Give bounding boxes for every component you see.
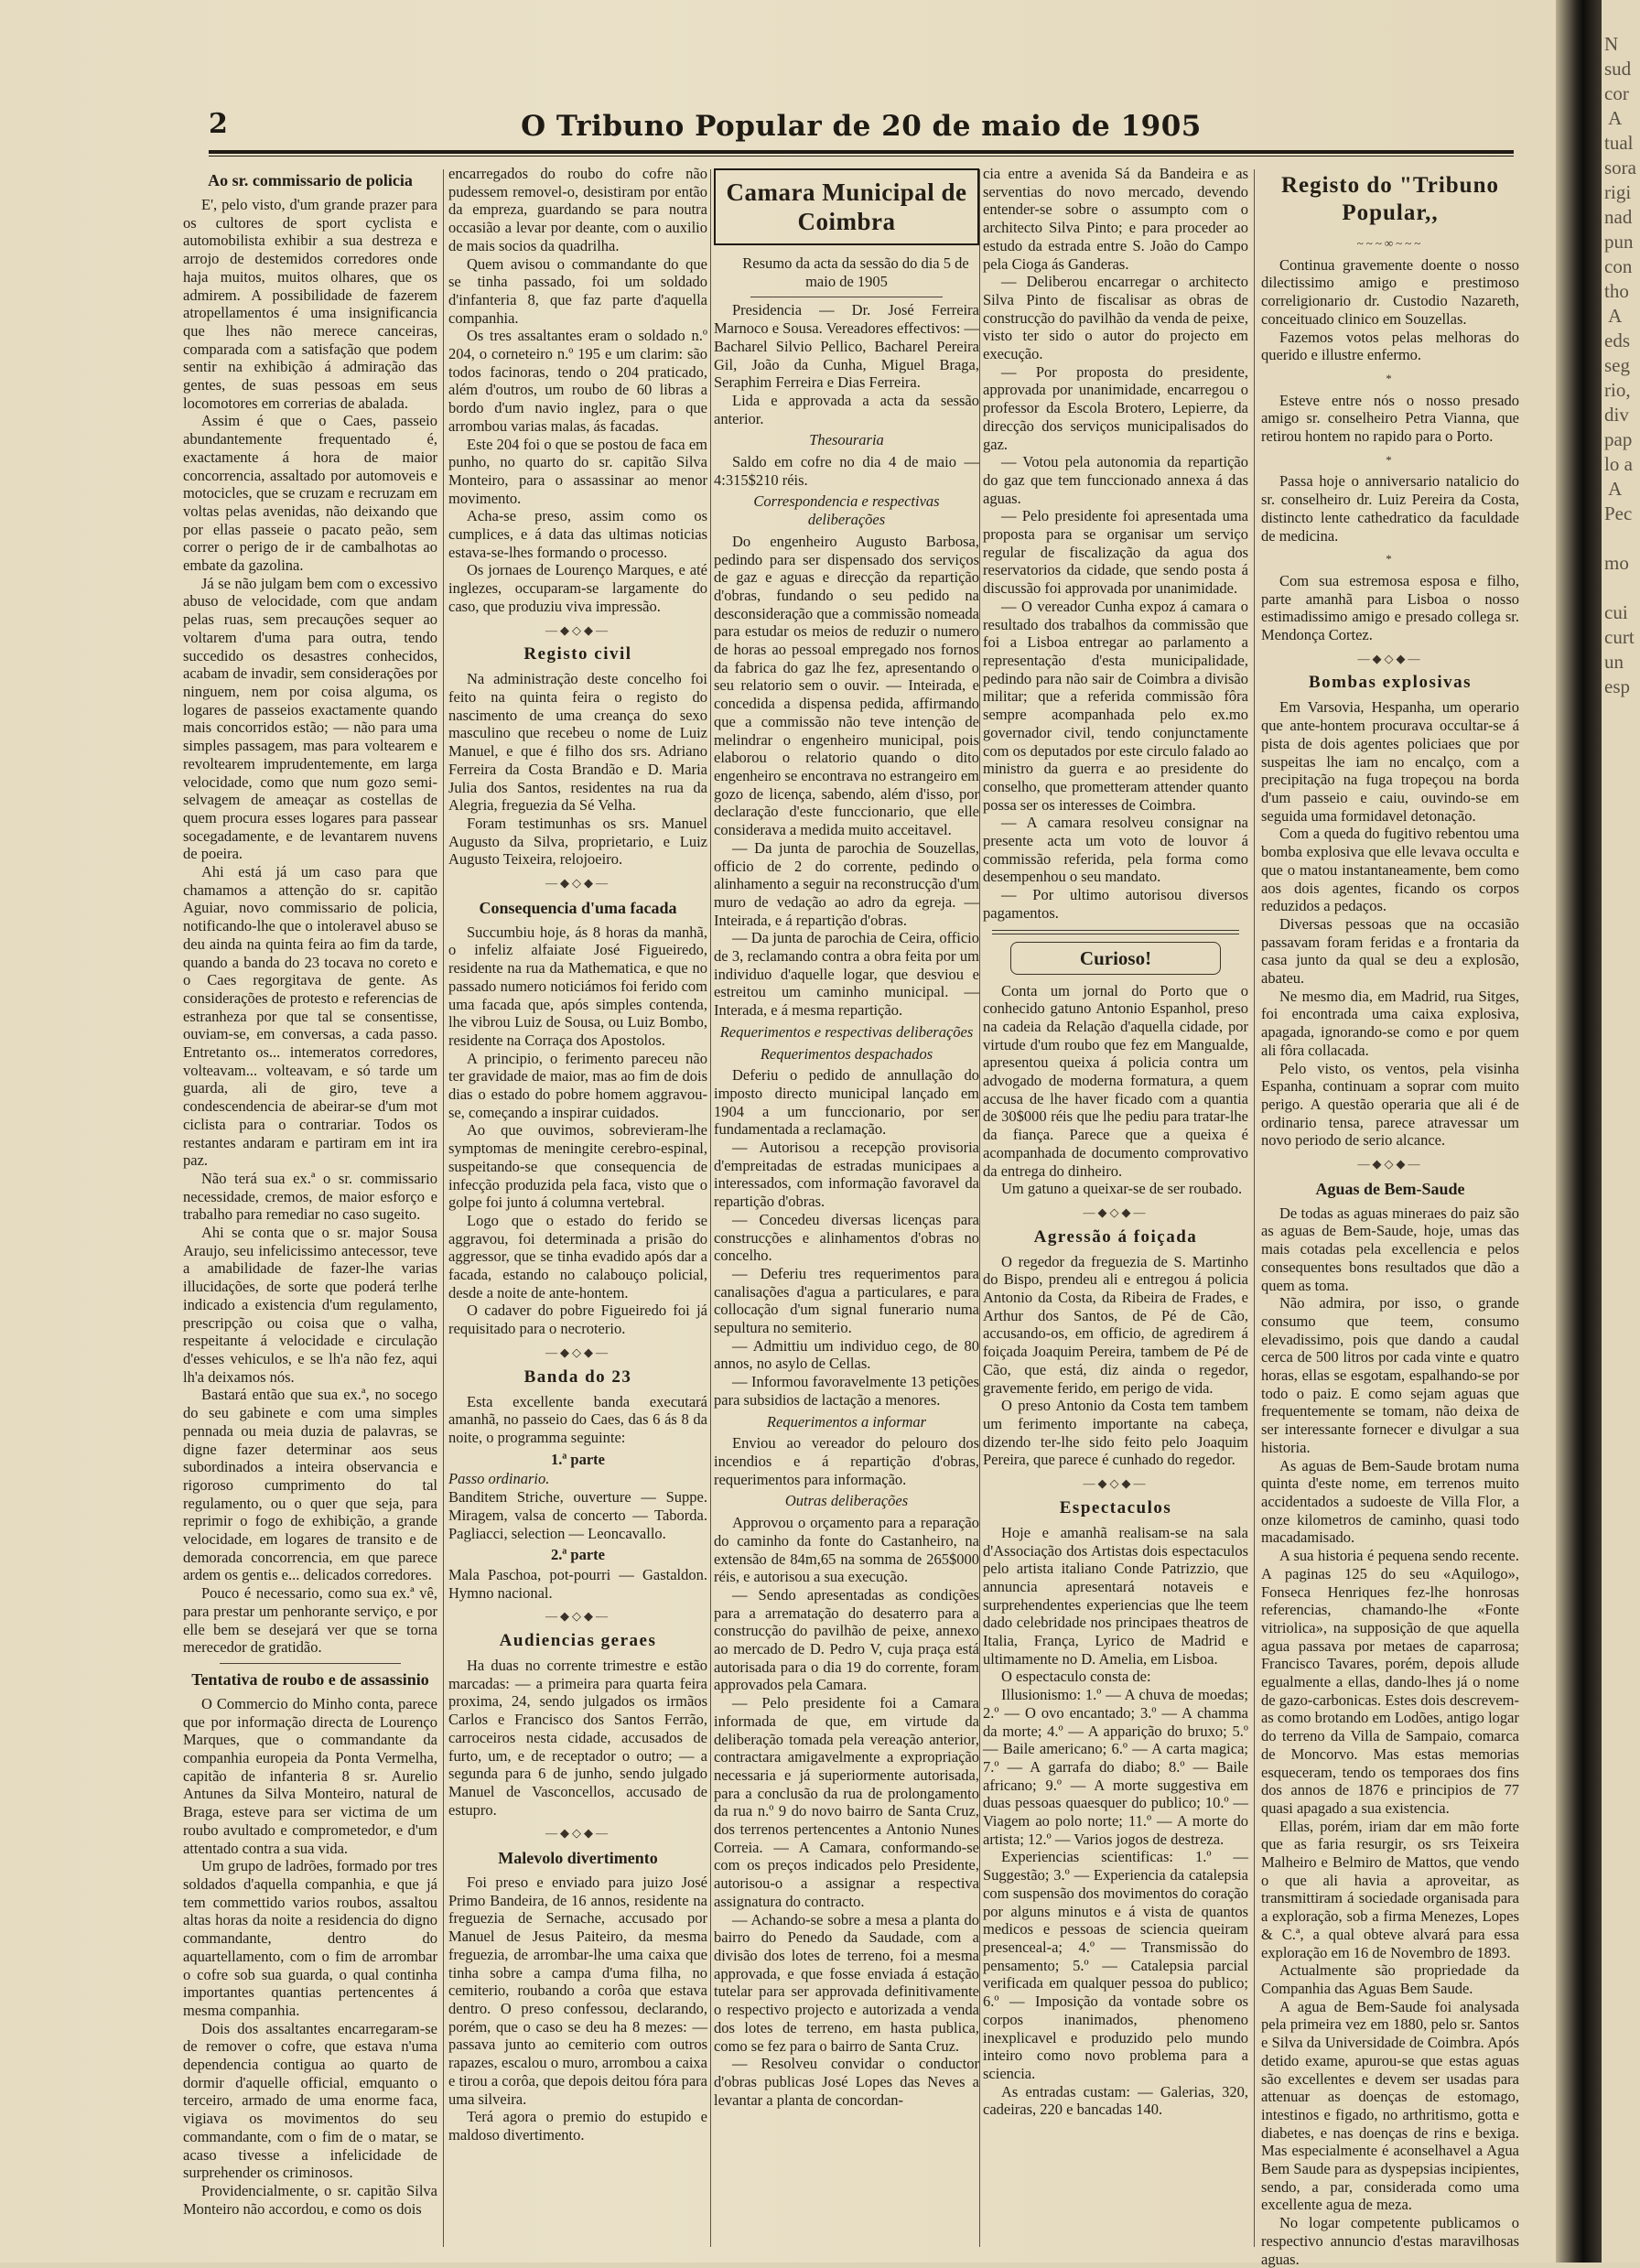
article-paragraph: — Autorisou a recepção provisoria d'empreitadas de estradas municipaes a interessados, com informação favoravel da repartição d'obras. <box>714 1139 979 1211</box>
section-subheading: Requerimentos despachados <box>760 1044 933 1063</box>
article-paragraph: Experiencias scientificas: 1.º — Suggestão; 3.º — Experiencia da catalepsia com suspensão dos movimentos do coração por alguns minutos e á vista de quantos medicos e pessoas de sciencia queiram presenceal-a; 4.º — Transmissão do pensamento; 5.º — Catalepsia parcial verificada em qualquer pessoa do publico; 6.º — Imposição da vontade sobre os corpos inanimados, phenomeno inexplicavel e produzido pelo mundo inteiro como novo problema para a sciencia. <box>983 1848 1248 2082</box>
article-paragraph: Hoje e amanhã realisam-se na sala d'Associação dos Artistas dois espectaculos pelo artista italiano Conde Patrizzio, que annuncia apresentará notaveis e surprehendentes experiencias que lhe teem dado celebridade nos principaes theatros de Italia, França, Lyrico de Madrid e ultimamente no D. Amelia, em Lisboa. <box>983 1523 1248 1668</box>
article-paragraph: Conta um jornal do Porto que o conhecido gatuno Antonio Espanhol, preso na cadeia da Relação d'aquella cidade, por virtude d'um roubo que fez em Mangualde, apresentou queixa á policia contra um advogado de modernа formatura, a quem accusa de lhe haver ficado com a quantia de 30$000 réis que lhe pediu para tratar-lhe da fiança. Parece que a queixa é acompanhada de documento comprovativo da entrega do dinheiro. <box>983 981 1248 1180</box>
ornament-divider: —◆◇◆— <box>1357 1157 1423 1172</box>
ornament-divider: —◆◇◆— <box>1357 651 1423 665</box>
article-paragraph: — Deliberou encarregar o architecto Silva Pinto de fiscalisar as obras de construcção do pavilhão da venda de peixe, visto ter sido o autor do projecto em execução. <box>983 273 1248 363</box>
article-headline: Ao sr. commissario de policia <box>208 171 413 189</box>
article-paragraph: Actualmente são propriedade da Companhia das Aguas Bem Saude. <box>1261 1961 1519 1997</box>
article-paragraph: Foram testimunhas os srs. Manuel Augusto da Silva, proprietario, e Luiz Augusto Teixeira, relojoeiro. <box>448 814 707 869</box>
article-paragraph: Fazemos votos pelas melhoras do querido e illustre enfermo. <box>1261 328 1519 364</box>
article-paragraph: Um gatuno a queixar-se de ser roubado. <box>1001 1180 1243 1198</box>
article-headline: Consequencia d'uma facada <box>479 898 677 917</box>
ornament-divider: * <box>1386 552 1395 567</box>
article-paragraph: A principio, o ferimento pareceu não ter gravidade de maior, mas ao fim de dois dias o estado do pobre homem aggravou-se, começando a inspirar cuidados. <box>448 1049 707 1121</box>
article-paragraph: Succumbiu hoje, ás 8 horas da manhã, o infeliz alfaiate José Figueiredo, residente na rua da Mathematica, e que no passado numero noticiámos foi ferido com uma facada que, após simples contenda, lhe vibrou Luiz de Sousa, ou Luiz Bombo, residente na Corraça dos Apostolos. <box>448 923 707 1049</box>
article-paragraph: encarregados do roubo do cofre não pudessem removel-o, desistiram por então da empreza, guardando se para noutra occasião a levar por deante, com o auxilio de mais socios da quadrilha. <box>448 165 707 254</box>
ornament-divider: —◆◇◆— <box>545 1826 610 1841</box>
article-paragraph: — Da junta de parochia de Ceira, officio de 3, reclamando contra a obra feita por um individuo d'aquelle logar, que desviou e estreitou um caminho municipal. — Interada, e á mesma repartição. <box>714 929 979 1020</box>
article-headline: Bombas explosivas <box>1308 673 1473 693</box>
page-number: 2 <box>209 108 228 140</box>
article-paragraph: Terá agora o premio do estupido e maldoso divertimento. <box>448 2108 707 2144</box>
section-subheading: Correspondencia e respectivas deliberações <box>753 492 940 529</box>
article-paragraph: E', pelo visto, d'um grande prazer para os cultores de sport cyclista e automobilista exhibir a sua destreza e arrojo de destemidos corredores onde haja muitos, muitos olhares, que os admirem. A possibilidade de fazerem atropellamentos é uma insignificancia que lhes não merece canceiras, comparada com a satisfação que podem sentir na exhibição á admiração das gentes, de suas pessoas em seus locomotores em correrias de abalada. <box>183 196 437 412</box>
article-paragraph: Acha-se preso, assim como os cumplices, e á data das ultimas noticias estava-se-lhes formando o processo. <box>448 507 707 561</box>
article-paragraph: Banditem Striche, ouverture — Suppe. Miragem, valsa de concerto — Taborda. Pagliacci, selection — Leoncavallo. <box>448 1488 707 1542</box>
column-5 <box>1261 165 1519 2268</box>
article-headline: Espectaculos <box>1059 1497 1172 1517</box>
section-subheading: Outras deliberações <box>784 1492 909 1510</box>
article-paragraph: De todas as aguas mineraes do paiz são as aguas de Bem-Saude, hoje, umas das mais cotadas pela excellencia e pelos consequentes bons resultados que dão a quem as toma. <box>1261 1204 1519 1294</box>
section-subheading: Requerimentos a informar <box>766 1412 927 1431</box>
ornament-divider: ~~~∞~~~ <box>1356 236 1424 250</box>
article-paragraph: O espectaculo consta de: <box>1001 1668 1151 1686</box>
article-paragraph: Na administração deste concelho foi feito na quinta feira o registo do nascimento de uma creança do sexo masculino que recebeu o nome de Luiz Manuel, e que é filho dos srs. Adriano Ferreira da Costa Brandão e D. Maria Julia dos Santos, residentes na rua da Alegria, freguezia da Sé Velha. <box>448 670 707 815</box>
article-paragraph: Foi preso e enviado para juizo José Primo Bandeira, de 16 annos, residente na freguezia de Sernache, accusado por Manuel de Jesus Paiteiro, da mesma freguezia, de arrombar-lhe uma caixa que tinha sobre a campa d'uma filha, no cemiterio, roubando a corôa que estava dentro. O preso confessou, declarando, porém, que o caso se deu ha 8 mezes: — passava junto ao cemiterio com outros rapazes, escalou o muro, arrombou a caixa e tirou a corôa, que depois deitou fóra para uma silveira. <box>448 1874 707 2108</box>
article-paragraph: No logar competente publicamos o respectivo annuncio d'estas maravilhosas aguas. <box>1261 2214 1519 2268</box>
article-paragraph: cia entre a avenida Sá da Bandeira e as serventias do novo mercado, devendo entender-se sobre o assumpto com o architecto Silva Pinto; e para proceder ao estudo da estrada entre S. João do Campo pela Cioga ás Ganderas. <box>983 165 1248 273</box>
section-subheading: Thesouraria <box>809 431 884 449</box>
article-paragraph: O Commercio do Minho conta, parece que por informação directa de Lourenço Marques, que o commandante da companhia europeia da Ponta Vermelha, capitão de infanteria 8 sr. Aurelio Antunes da Silva Monteiro, natural de Braga, esteve para ser victima de um roubo avultado e comprometedor, e d'um attentado contra a sua vida. <box>183 1694 437 1857</box>
article-paragraph: — Por ultimo autorisou diversos pagamentos. <box>983 886 1248 922</box>
article-paragraph: Pelo visto, os ventos, pela visinha Espanha, continuam a soprar com muito perigo. A questão operaria que ali é de ordinario tensa, parece atravessar um novo periodo de serio alcance. <box>1261 1059 1519 1150</box>
article-paragraph: Deferiu o pedido de annullação do imposto directo municipal lançado em 1904 a um funccionario, por ser fundamentada a reclamação. <box>714 1066 979 1139</box>
article-paragraph: Os jornaes de Lourenço Marques, e até inglezes, occuparam-se largamente do caso, que produziu viva impressão. <box>448 561 707 615</box>
article-paragraph: Pouco é necessario, como sua ex.ª vê, para prestar um penhorante serviço, e por elle bem se desejará ver que se torna merecedor de gratidão. <box>183 1584 437 1657</box>
article-paragraph: Lida e approvada a acta da sessão anterior. <box>714 391 979 427</box>
column-2 <box>448 165 707 2256</box>
article-paragraph: Ahi está já um caso para que chamamos a attenção do sr. capitão Aguiar, novo commissario de policia, notificando-lhe que o intoleravel abuso se deu ainda na quinta feira ao fim da tarde, quando a banda do 23 tocava no coreto e o Caes regorgitava de gente. As considerações de protesto e referencias de estranheza por que tal se consentisse, ouviam-se, em conversas, a cada passo. Entretanto os... intemeratos corredores, volteavam... volteavam, e só tarde um guarda, ali de giro, teve a condescendencia de abeirar-se d'um mot ciclista para o contrariar. Todos os restantes andaram e partiram em int ira paz. <box>183 863 437 1170</box>
article-paragraph: — Por proposta do presidente, approvada por unanimidade, encarregou o professor da Escola Brotero, Lepierre, da direcção dos serviços municipalisados do gaz. <box>983 362 1248 453</box>
article-headline: Malevolo divertimento <box>498 1849 658 1868</box>
adjacent-page-edge <box>1602 0 1640 2263</box>
boxed-section-title: Camara Municipal de Coimbra <box>714 168 979 245</box>
article-paragraph: O regedor da freguezia de S. Martinho do Bispo, prendeu ali e entregou á policia Antonio da Costa, da Ribeira de Frades, e Arthur dos Santos, de Pé de Cão, accusando-os, em officio, de agredirem á foiçada Joaquim Pereira, tambem de Pé de Cão, que está, diz ainda o regedor, gravemente ferido, em perigo de vida. <box>983 1252 1248 1397</box>
article-paragraph: Diversas pessoas que na occasião passavam foram feridas e a frontaria da casa junto da qual se deu a explosão, abateu. <box>1261 914 1519 988</box>
article-paragraph: Quem avisou o commandante do que se tinha passado, foi um soldado d'infanteria 8, que faz parte d'aquella companhia. <box>448 254 707 327</box>
article-paragraph: Do engenheiro Augusto Barbosa, pedindo para ser dispensado dos serviços de gaz e aguas e direcção da repartição d'obras, fundando o seu pedido na desconsideração que a commissão nomeada para estudar os meios de reduzir o numero de horas ao pessoal empregado nos fornos da fabrica do gaz lhe fez, apresentando o seu relatorio sem o ouvir. — Inteirada, e concedida a dispensa pedida, affirmando que a commissão não teve intenção de melindrar o engenheiro municipal, pois elaborou o relatorio quando o dito engenheiro se encontrava no estrangeiro em gozo de licença, sabendo, além d'isso, por declaração d'este funccionario, que elle considerava a medida muito acceitavel. <box>714 532 979 839</box>
article-paragraph: Não terá sua ex.ª o sr. commissario necessidade, cremos, de maior esforço e trabalho para remediar no caso sugeito. <box>183 1169 437 1224</box>
article-paragraph: — Pelo presidente foi apresentada uma proposta para se organisar um serviço regular de fiscalização da agua dos reservatorios da cidade, que sendo posta á discussão foi approvada por unanimidade. <box>983 507 1248 598</box>
article-paragraph: Já se não julgam bem com o excessivo abuso de velocidade, com que andam pelas ruas, sem precauções sequer ao voltarem d'uma para outra, tendo succedido os desastres conhecidos, acabam de invadir, sem considerações por ninguem, nem por coisa alguma, os logares de passeios exactamente quando mais concorridos estão; — não para uma simples passagem, mas para voltearem e revoltearem imprudentemente, em larga velocidade, como que num gozo semi-selvagem de ameaçar as costellas de quem procura esses logares para passear socegadamente, e de levantarem nuvens de poeira. <box>183 574 437 863</box>
article-paragraph: Passo ordinario. <box>448 1470 550 1488</box>
article-paragraph: — Concedeu diversas licenças para construcções e alinhamentos d'obras no concelho. <box>714 1210 979 1265</box>
ornament-divider: —◆◇◆— <box>545 876 610 891</box>
article-paragraph: Ha duas no corrente trimestre e estão marcadas: — a primeira para quarta feira proxima, 24, sendo julgados os irmãos Carlos e Francisco dos Santos Ferrão, carroceiros nesta cidade, accusados de furto, um, e de receptador o outro; — a segunda para 6 de junho, sendo julgado Manuel de Vasconcellos, accusado de estupro. <box>448 1657 707 1819</box>
article-paragraph: Assim é que o Caes, passeio abundantemente frequentado é, exactamente á hora de maior concorrencia, assaltado por automoveis e motocicles, que se cruzam e recruzam em voltas pelas avenidas, não deixando que por ellas passeie o pacato peão, sem correr o perigo de ir de cambalhotas ao embate da gazolina. <box>183 412 437 575</box>
column-divider <box>979 169 980 2247</box>
article-paragraph: Dois dos assaltantes encarregaram-se de remover o cofre, que estava n'uma dependencia contigua ao quarto de dormir d'aquelle official, emquanto o terceiro, armado de uma enorme faca, vigiava os movimentos do seu commandante, com o fim de o matar, se acaso tivesse a infelicidade de surprehender os criminosos. <box>183 2019 437 2182</box>
page-header <box>209 108 1514 150</box>
article-paragraph: O cadaver do pobre Figueiredo foi já requisitado para o necroterio. <box>448 1301 707 1338</box>
article-paragraph: Continua gravemente doente o nosso dilectissimo amigo e prestimoso correligionario dr. Custodio Nazareth, conceituado clinico em Souzellas. <box>1261 255 1519 328</box>
article-paragraph: O preso Antonio da Costa tem tambem um ferimento importante na cabeça, dizendo ter-lhe sido feito pelo Joaquim Pereira, que parece é cunhado do regedor. <box>983 1397 1248 1469</box>
column-3 <box>714 165 979 2256</box>
column-divider <box>710 169 711 2247</box>
article-paragraph: Ellas, porém, iriam dar em mão forte que as faria resurgir, os srs Teixeira Malheiro e Belmiro de Mattos, que vendo o que ali havia a aproveitar, as transmittiram á sociedade organisada para a exploração, sob a firma Menezes, Lopes & C.ª, a qual obteve alvará para essa exploração em 16 de Novembro de 1893. <box>1261 1817 1519 1961</box>
article-paragraph: Ahi se conta que o sr. major Sousa Araujo, seu infelicissimo antecessor, teve a amabilidade de fazer-lhe varias illucidações, de sorte que poderá terlhe indicado a existencia d'um regulamento, prescripção ou coisa que o valha, respeitante á velocidade e circulação d'esses vehiculos, e se lh'a não fez, aqui lh'a deixamos nós. <box>183 1224 437 1386</box>
ornament-divider: —◆◇◆— <box>545 1609 610 1624</box>
column-divider <box>1254 169 1255 2247</box>
program-part-heading: 2.ª parte <box>550 1546 605 1564</box>
article-paragraph: Bastará então que sua ex.ª, no socego do seu gabinete e com uma simples pennada ou meia duzia de palavras, se digne fazer determinar aos seus subordinados a inteira observancia e rigoroso cumprimento do tal regulamento, ou o quer que seja, para reprimir o fogo de exhibição, a grande velocidade, em logares de transito e de demorada concorrencia, em que parece ardem os gentis e... delicados corredores. <box>183 1386 437 1584</box>
double-rule-divider <box>992 930 1239 934</box>
article-paragraph: — Deferiu tres requerimentos para canalisações d'agua a particulares, e para collocação d'um signal funerario numa sepultura no semiterio. <box>714 1264 979 1337</box>
article-paragraph: Illusionismo: 1.º — A chuva de moedas; 2.º — O ovo encantado; 3.º — A chamma da morte; 4.º — A apparição do bruxo; 5.º — Baile americano; 6.º — A carta magica; 7.º — A garrafa do diabo; 8.º — Baile africano; 9.º — A morte suggestiva em duas pessoas quaesquer do publico; 10.º — Viagem ao polo norte; 11.º — A morte do artista; 12.º — Varios jogos de destreza. <box>983 1686 1248 1848</box>
article-paragraph: As aguas de Bem-Saude brotam numa quinta d'este nome, em terrenos muito accidentados a sudoeste de Villa Flor, a onze kilometros de caminho, quasi todo macadamisado. <box>1261 1456 1519 1547</box>
article-paragraph: Este 204 foi o que se postou de faca em punho, no quarto do sr. capitão Silva Monteiro, para o assassinar ao menor movimento. <box>448 435 707 507</box>
article-paragraph: Logo que o estado do ferido se aggravou, foi determinada a prisão do aggressor, que se tinha evadido após dar a facada, estando no calabouço policial, desde a noite de ante-hontem. <box>448 1211 707 1301</box>
article-paragraph: Os tres assaltantes eram o soldado n.º 204, o corneteiro n.º 195 e um clarim: são todos facinoras, tendo o 204 praticado, além d'outros, um roubo de 60 libras a bordo d'um navio inglez, para o que arrombou varias malas, ás facadas. <box>448 327 707 435</box>
ornament-divider: * <box>1386 371 1395 385</box>
column-1 <box>183 165 437 2256</box>
section-subheading: Requerimentos e respectivas deliberações <box>719 1022 974 1041</box>
article-paragraph: Passa hoje o anniversario natalicio do sr. conselheiro dr. Luiz Pereira da Costa, distincto lente cathedratico da faculdade de medicina. <box>1261 472 1519 545</box>
article-paragraph: — A camara resolveu consignar na presente acta um voto de louvor á commissão referida, pela forma como desempenhou o seu mandato. <box>983 814 1248 886</box>
article-paragraph: Presidencia — Dr. José Ferreira Marnoco e Sousa. Vereadores effectivos: — Bacharel Silvio Pellico, Bacharel Pereira Gil, João da Cunha, Miguel Braga, Seraphim Ferreira e Dias Ferreira. <box>714 301 979 392</box>
article-headline: Agressão á foiçada <box>1033 1226 1198 1247</box>
column-divider <box>443 169 444 2247</box>
header-rule <box>209 150 1514 157</box>
article-paragraph: Resumo da acta da sessão do dia 5 de maio de 1905 <box>742 254 969 290</box>
article-paragraph: Esta excellente banda executará amanhã, no passeio do Caes, das 6 ás 8 da noite, o programma seguinte: <box>448 1392 707 1446</box>
article-paragraph: — Resolveu convidar o conductor d'obras publicas José Lopes das Neves a levantar a planta de concordan- <box>714 2055 979 2109</box>
article-paragraph: Saldo em cofre no dia 4 de maio — 4:315$210 réis. <box>714 453 979 489</box>
article-paragraph: Não admira, por isso, o grande consumo que teem, consumo elevadissimo, pois que dando a caudal cerca de 500 litros por cada vinte e quatro horas, ellas se esgotam, espalhando-se por todo o paiz. E como sejam aguas que frequentemente se tomam, não deixa de ser interessante fornecer e divulgar a sua historia. <box>1261 1294 1519 1456</box>
article-paragraph: — Votou pela autonomia da repartição do gaz que tem funccionado annexa á das aguas. <box>983 453 1248 507</box>
article-paragraph: Ne mesmo dia, em Madrid, rua Sitges, foi encontrada uma caixa explosiva, apagada, ignorando-se como e por quem ali fôra collacada. <box>1261 987 1519 1059</box>
article-headline: Banda do 23 <box>523 1366 632 1387</box>
article-paragraph: Com sua estremosa esposa e filho, parte amanhã para Lisboa o nosso estimadissimo amigo e presado collega sr. Mendonça Cortez. <box>1261 571 1519 644</box>
article-paragraph: — Sendo apresentadas as condições para a arrematação do desaterro para a construcção do pavilhão de peixe, annexo ao mercado de D. Pedro V, cuja praça está autorisada para o dia 19 do corrente, foram approvados pela Camara. <box>714 1585 979 1694</box>
article-paragraph: — Informou favoravelmente 13 petições para subsidios de lactação a menores. <box>714 1373 979 1409</box>
rule-divider <box>220 1663 401 1664</box>
article-headline: Aguas de Bem-Saude <box>1315 1179 1465 1198</box>
article-paragraph: Esteve entre nós o nosso presado amigo sr. conselheiro Petra Vianna, que retirou hontem no rapido para o Porto. <box>1261 391 1519 446</box>
article-paragraph: A sua historia é pequena sendo recente. A paginas 125 do seu «Aquilogo», Fonseca Henriques fez-lhe honrosas referencias, chamando-lhe «Fonte vitriolica», na supposição de que aquella agua passava por metaes de caparrosa; Francisco Tavares, porém, depois allude egualmente a ellas, dando-lhes já o nome de gazo-carbonicas. Estes dois descrevem-as como brotando em Lodões, antigo logar do terreno da Villa de Sampaio, comarca de Moncorvo. Mas estas memorias esqueceram, tendo os temporaes dos fins dos annos de 1876 e principios de 77 quasi apagado a sua existencia. <box>1261 1547 1519 1817</box>
binding-gutter <box>1556 0 1602 2263</box>
article-paragraph: Mala Paschoa, pot-pourri — Gastaldon. Hymno nacional. <box>448 1565 707 1602</box>
article-paragraph: Providencialmente, o sr. capitão Silva Monteiro não accordou, e como os dois <box>183 2181 437 2218</box>
ornament-divider: —◆◇◆— <box>545 622 610 637</box>
article-paragraph: Um grupo de ladrões, formado por tres soldados d'aquella companhia, e que já tem commettido varios roubos, assaltou altas horas da noite a residencia do digno commandante, dentro do aquartellamento, com o fim de arrombar o cofre sob sua guarda, o qual continha importantes quantias pertencentes á mesma companhia. <box>183 1857 437 2019</box>
ornament-divider: * <box>1386 452 1395 467</box>
masthead: O Tribuno Popular de 20 de maio de 1905 <box>521 110 1202 143</box>
ornament-divider: —◆◇◆— <box>545 1345 610 1359</box>
ornament-divider: —◆◇◆— <box>1083 1204 1149 1219</box>
article-headline: Curioso! <box>1010 942 1221 975</box>
article-paragraph: Ao que ouvimos, sobrevieram-lhe symptomas de meningite cerebro-espinal, suspeitando-se que consequencia de infecção produzida pela faca, visto que o golpe foi junto á columna vertebral. <box>448 1121 707 1212</box>
article-paragraph: — Achando-se sobre a mesa a planta do bairro do Penedo da Saudade, com a divisão dos lotes de terreno, foi a mesma approvada, e que fosse enviada á estação tutelar para ser approvada definitivamente o respectivo projecto e autorizada a venda dos lotes de terreno, em hasta publica, como se fez para o bairro de Santa Cruz. <box>714 1910 979 2055</box>
article-paragraph: — O vereador Cunha expoz á camara o resultado dos trabalhos da commissão que foi a Lisboa entregar ao parlamento a representação d'esta municipalidade, pedindo para não sair de Coimbra a divisão militar; que a referida commissão fôra sempre acompanhada pelo ex.mo governador civil, tendo conjunctamente com os deputados por este circulo falado ao ministro da guerra e ao presidente do conselho, que prometteram attender quanto possa ser os interesses de Coimbra. <box>983 597 1248 814</box>
ornament-divider: —◆◇◆— <box>1083 1476 1149 1491</box>
article-paragraph: As entradas custam: — Galerias, 320, cadeiras, 220 e bancadas 140. <box>983 2082 1248 2119</box>
article-paragraph: A agua de Bem-Saude foi analysada pela primeira vez em 1880, pelo sr. Santos e Silva da Universidade de Coimbra. Após detido exame, apurou-se que estas aguas são excellentes e devem ser usadas para attenuar as doenças de estomago, intestinos e figado, no arthritismo, gotta e diabetes, e nas doenças de rins e bexiga. Mas especialmente é aconselhavel a Agua Bem Saude para as dyspepsias incipientes, sendo, a par, considerada como uma excellente agua de meza. <box>1261 1997 1519 2214</box>
article-headline: Audiencias geraes <box>499 1631 657 1651</box>
program-part-heading: 1.ª parte <box>550 1450 605 1468</box>
article-headline: Tentativa de roubo e de assassinio <box>191 1669 429 1689</box>
article-paragraph: Em Varsovia, Hespanha, um operario que ante-hontem procurava occultar-se á pista de dois agentes policiaes que por suspeitas lhe iam no encalço, com a precipitação na fuga tropeçou na borda d'um passeio e caiu, ouvindo-se em seguida uma formidavel detonação. <box>1261 698 1519 825</box>
article-paragraph: — Pelo presidente foi a Camara informada de que, em virtude da deliberação tomada pela vereação anterior, contractara amigavelmente a expropriação necessaria e já superiormente autorisada, para a conclusão da rua de prolongamento da rua n.º 9 do novo bairro de Santa Cruz, dos terrenos pertencentes a Antonio Nunes Correia. — A Camara, conformando-se com os preços indicados pelo Presidente, autorisou-o a assignar a respectiva assignatura do contracto. <box>714 1694 979 1910</box>
article-paragraph: — Da junta de parochia de Souzellas, officio de 2 do corrente, pedindo o alinhamento a seguir na reconstrucção d'um muro de vedação ao adro da egreja. — Inteirada, e á repartição d'obras. <box>714 838 979 929</box>
article-paragraph: Com a queda do fugitivo rebentou uma bomba explosiva que elle levava occulta e que o matou instantaneamente, bem como aos dois agentes, ficando os corpos reduzidos a pedaços. <box>1261 825 1519 915</box>
article-paragraph: — Admittiu um individuo cego, de 80 annos, no asylo de Cellas. <box>714 1336 979 1373</box>
article-headline: Registo civil <box>523 644 632 664</box>
adjacent-page-text: N sud cor A tual sora rigi nad pun con tho A eds seg rio, div pap lo a A Pec mo cui curt un esp <box>1604 33 1636 697</box>
article-paragraph: Approvou o orçamento para a reparação do caminho da fonte do Castanheiro, na extensão de 84m,65 na somma de 265$000 réis, e autorisou a sua execução. <box>714 1514 979 1586</box>
column-4 <box>983 165 1248 2256</box>
article-paragraph: Enviou ao vereador do pelouro dos incendios e á repartição d'obras, requerimentos para informação. <box>714 1434 979 1488</box>
article-headline: Registo do "Tribuno Popular,, <box>1280 173 1499 225</box>
